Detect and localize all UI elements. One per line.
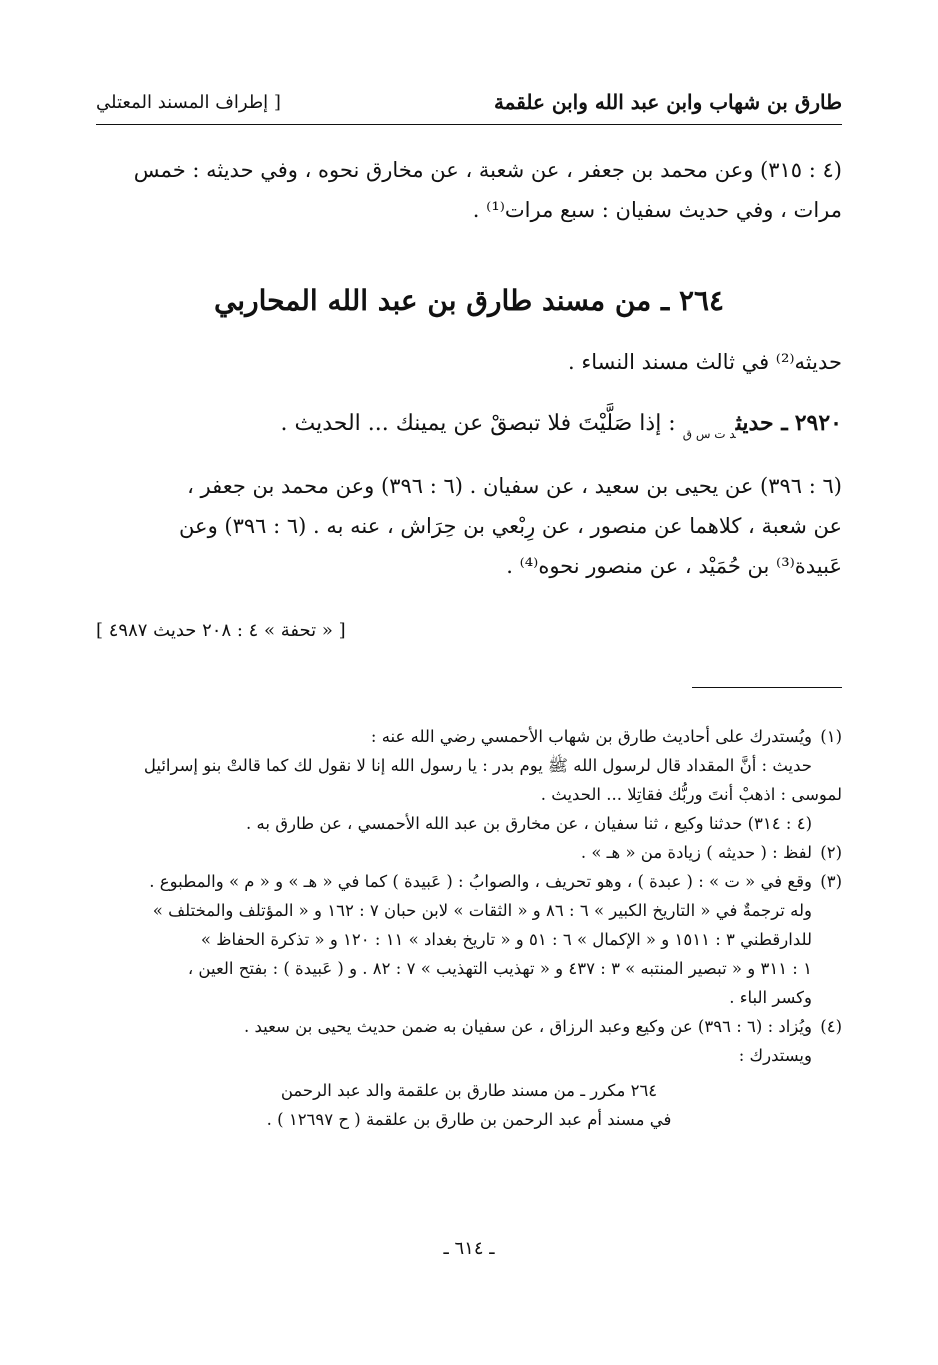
hadith-intro: حديثه⁽²⁾ في ثالث مسند النساء . xyxy=(568,350,842,374)
intro-paragraph xyxy=(96,150,842,230)
footnote-3-number: (٣) xyxy=(820,872,842,891)
tuhfa-reference: [ « تحفة » ٤ : ٢٠٨ حديث ٤٩٨٧ ] xyxy=(96,620,346,641)
chain-line-2: عن شعبة ، كلاهما عن منصور ، عن رِبْعي بن حِرَاش ، عنه به . (٦ : ٣٩٦) وعن xyxy=(179,514,842,538)
chain-line-3: عَبيدة⁽³⁾ بن حُمَيْد ، عن منصور نحوه⁽⁴⁾ . xyxy=(506,554,842,578)
footnote-separator xyxy=(692,687,842,688)
hadith-number: ٢٩٢٠ xyxy=(794,410,842,436)
footnote-4: (٤)ويُزاد : (٦ : ٣٩٦) عن وكيع وعبد الرزاق ، عن سفيان به ضمن حديث يحيى بن سعيد . ويستدرك : ٢٦٤ مكرر ـ من مسند طارق بن علقمة والد عبد الرحمن في مسند أم عبد الرحمن بن طارق بن علقمة ( ح ١٢٦٩٧ ) . xyxy=(96,1012,842,1134)
header-right-title: طارق بن شهاب وابن عبد الله وابن علقمة xyxy=(493,90,842,114)
chain-line-1: (٦ : ٣٩٦) عن يحيى بن سعيد ، عن سفيان . (٦ : ٣٩٦) وعن محمد بن جعفر ، xyxy=(187,474,842,498)
intro-line-2: مرات ، وفي حديث سفيان : سبع مرات⁽¹⁾ . xyxy=(472,198,842,222)
footnote-1: (١)ويُستدرك على أحاديث طارق بن شهاب الأحمسي رضي الله عنه : حديث : أنَّ المقداد قال لرسول الله ﷺ يوم بدر : يا رسول الله إنا لا نقول لك كما قالتْ بنو إسرائيل لموسى : اذهبْ أنتَ وربُّك فقاتِلا ... الحديث . (٤ : ٣١٤) حدثنا وكيع ، ثنا سفيان ، عن مخارق بن عبد الله الأحمسي ، عن طارق به . xyxy=(96,722,842,838)
section-title: ٢٦٤ ـ من مسند طارق بن عبد الله المحاربي xyxy=(213,284,725,317)
footnote-4-number: (٤) xyxy=(820,1017,842,1036)
footnote-3: (٣)وقع في « ت » : ( عبدة ) ، وهو تحريف ، والصوابُ : ( عَبيدة ) كما في « هـ » و « م » والمطبوع . وله ترجمةٌ في « التاريخ الكبير » ٦ : ٨٦ و « الثقات » لابن حبان ٧ : ١٦٢ و « المؤتلف والمختلف » للدارقطني ٣ : ١٥١١ و « الإكمال » ٦ : ٥١ و « تاريخ بغداد » ١١ : ١٢٠ و « تذكرة الحفاظ » ١ : ٣١١ و « تبصير المنتبه » ٣ : ٤٣٧ و « تهذيب التهذيب » ٧ : ٨٢ . و ( عَبيدة ) : بفتح العين ، وكسر الباء . xyxy=(96,867,842,1012)
intro-line-1: (٤ : ٣١٥) وعن محمد بن جعفر ، عن شعبة ، عن مخارق نحوه ، وفي حديثه : خمس xyxy=(133,158,842,182)
hadith-sigla: د ت س ق xyxy=(682,427,736,441)
footnote-1-number: (١) xyxy=(820,727,842,746)
page-number: ـ ٦١٤ ـ xyxy=(443,1238,495,1259)
footnotes xyxy=(96,722,842,1134)
hadith-heading xyxy=(96,410,842,441)
header-left-title: [ إطراف المسند المعتلي xyxy=(96,92,281,113)
footnote-2-number: (٢) xyxy=(820,843,842,862)
chain-paragraph xyxy=(96,466,842,586)
hadith-text: : إذا صَلَّيْتَ فلا تبصقْ عن يمينك ... الحديث . xyxy=(280,411,676,436)
running-header xyxy=(96,84,842,125)
hadith-label: ـ حديث xyxy=(735,410,788,436)
footnote-2: (٢)لفظ : ( حديثه ) زيادة من « هـ » . xyxy=(96,838,842,867)
